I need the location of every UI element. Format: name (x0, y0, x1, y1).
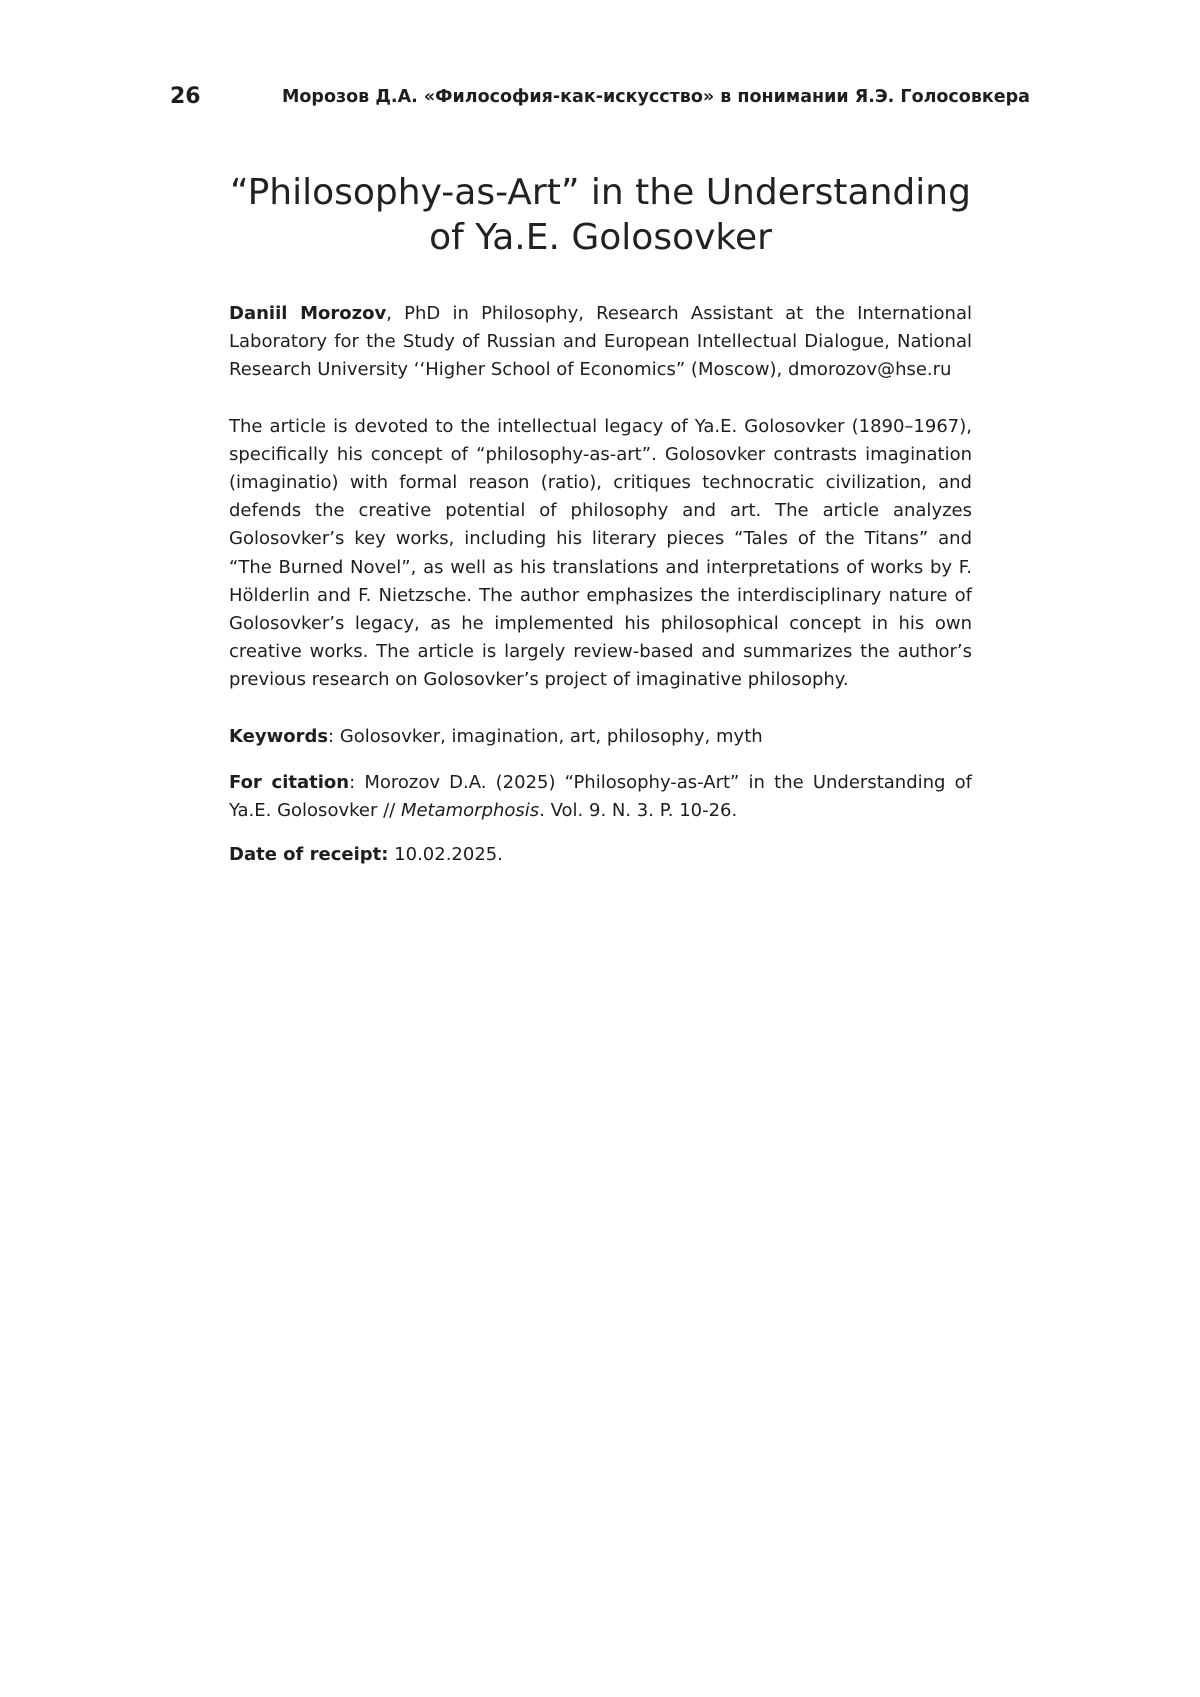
date-of-receipt (229, 841, 972, 869)
citation-text: : Morozov D.A. (2025) “Philosophy-as-Art” in the Understanding of Ya.E. Golosovker // (229, 772, 972, 821)
running-title: Морозов Д.А. «Философия-как-искусство» в понимании Я.Э. Голосовкера (282, 87, 1030, 107)
receipt-text: 10.02.2025. (388, 844, 503, 865)
article (229, 170, 972, 869)
running-head (170, 84, 1030, 116)
article-title-line-1: “Philosophy-as-Art” in the Understanding (229, 170, 972, 215)
citation-tail: . Vol. 9. N. 3. P. 10-26. (539, 800, 737, 821)
keywords-text: : Golosovker, imagination, art, philosophy, myth (328, 726, 763, 747)
receipt-label: Date of receipt: (229, 844, 388, 865)
citation (229, 769, 972, 825)
article-title-line-2: of Ya.E. Golosovker (229, 215, 972, 260)
article-title (229, 170, 972, 260)
author-name: Daniil Morozov (229, 303, 386, 324)
citation-journal: Metamorphosis (401, 800, 539, 821)
page-number: 26 (170, 84, 201, 109)
abstract: The article is devoted to the intellectual legacy of Ya.E. Golosovker (1890–1967), specifically his concept of “philosophy-as-art”. Golosovker contrasts imagination (imaginatio) with formal reason (ratio), critiques technocratic civilization, and defends the creative potential of philosophy and art. The article analyzes Golosovker’s key works, including his literary pieces “Tales of the Titans” and “The Burned Novel”, as well as his translations and interpretations of works by F. Hölderlin and F. Nietzsche. The author emphasizes the interdisciplinary nature of Golosovker’s legacy, as he implemented his philosophical concept in his own creative works. The article is largely review-based and summarizes the author’s previous research on Golosovker’s project of imaginative philosophy. (229, 413, 972, 695)
citation-label: For citation (229, 772, 349, 793)
keywords-label: Keywords (229, 726, 328, 747)
author-affiliation: , PhD in Philosophy, Research Assistant at the International Laboratory for the Study of Russian and European Intellectual Dialogue, National Research University ‘‘Higher School of Economics” (Moscow), dmorozov@hse.ru (229, 303, 972, 380)
keywords (229, 723, 972, 751)
author-info (229, 300, 972, 385)
